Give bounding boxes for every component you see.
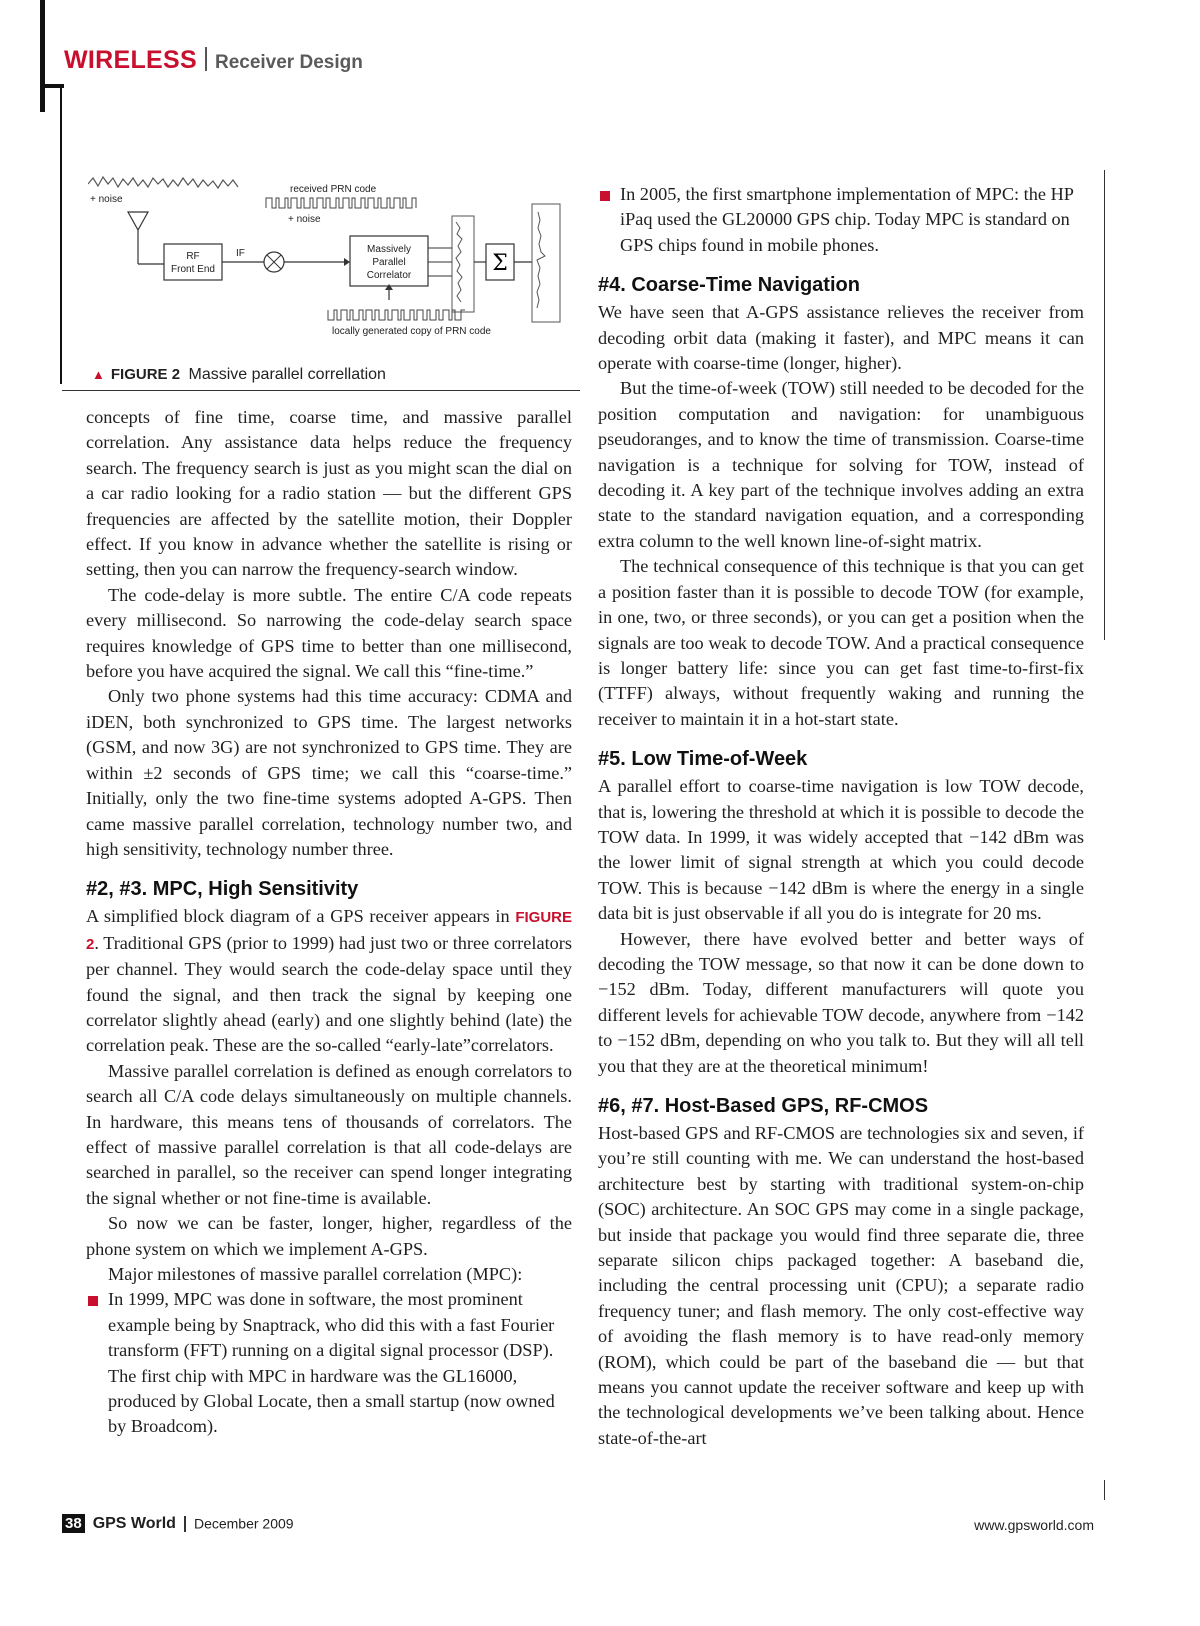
antenna-icon	[128, 212, 148, 230]
list-item: In 1999, MPC was done in software, the most prominent example being by Snaptrack, who did this with a fast Fourier transform (FFT) running on a digital signal processor (DSP). The first chip with MPC in hardware was the GL16000, produced by Global Locate, then a small startup (now owned by Broadcom).	[86, 1287, 572, 1439]
section-heading: #5. Low Time-of-Week	[598, 748, 808, 771]
figure-2-diagram	[88, 172, 580, 350]
block-diagram	[88, 172, 580, 350]
received-prn-code	[266, 198, 416, 208]
noise-label-mid: + noise	[288, 214, 321, 225]
header-rule-vertical	[40, 0, 45, 112]
paragraph: Major milestones of massive parallel correlation (MPC):	[108, 1264, 523, 1284]
paragraph: But the time-of-week (TOW) still needed to be decoded for the position computation and navigation: for unambiguous pseudoranges, and to know the time of transmission. Coarse-time navigation is a technique for solving for TOW, instead of decoding it. A key part of the technique involves adding an extra state to the standard navigation equation, and a corresponding extra column to the well known line-of-sight matrix.	[598, 378, 1084, 551]
paragraph: Only two phone systems had this time accuracy: CDMA and iDEN, both synchronized to GPS time. The largest networks (GSM, and now 3G) are not synchronized to GPS time. They are within ±2 seconds of GPS time; we call this “coarse-time.” Initially, only the two fine-time systems adopted A-GPS. Then came massive parallel correlation, technology number two, and high sensitivity, technology number three.	[86, 686, 572, 859]
figure-caption	[92, 366, 386, 384]
caption-triangle-icon: ▲	[92, 367, 105, 382]
issue-date: December 2009	[193, 1515, 294, 1532]
footer-separator	[184, 1516, 186, 1532]
website-url[interactable]: www.gpsworld.com	[974, 1517, 1094, 1533]
column-rule	[1104, 170, 1105, 640]
paragraph-text: A simplified block diagram of a GPS receiver appears in	[86, 906, 510, 927]
noise-waveform	[88, 177, 238, 188]
mpc-label-1: Massively	[367, 244, 411, 255]
caption-text: Massive parallel correllation	[188, 366, 386, 383]
header-separator	[205, 47, 207, 71]
milestone-list	[86, 1287, 572, 1439]
paragraph: However, there have evolved better and better ways of decoding the TOW message, so that now it can be done down to −152 dBm. Today, different manufacturers will quote you different levels for achievable TOW decode, anywhere from −142 to −152 dBm, depending on who you talk to. But they will all tell you that they are at the theoretical minimum!	[598, 928, 1084, 1076]
paragraph: Massive parallel correlation is defined as enough correlators to search all C/A code delays simultaneously on multiple channels. In hardware, this means tens of thousands of correlators. The effect of massive parallel correlation is that all code-delays are searched in parallel, so the receiver can spend longer integrating the signal whether or not fine-time is available.	[86, 1060, 572, 1208]
paragraph: So now we can be faster, longer, higher, regardless of the phone system on which we implement A-GPS.	[86, 1213, 572, 1259]
mpc-label-3: Correlator	[366, 270, 412, 281]
list-item: In 2005, the first smartphone implementation of MPC: the HP iPaq used the GL20000 GPS chip. Today MPC is standard on GPS chips found in mobile phones.	[598, 182, 1084, 258]
section-heading: #2, #3. MPC, High Sensitivity	[86, 878, 359, 901]
paragraph: The code-delay is more subtle. The entire C/A code repeats every millisecond. So narrowing the code-delay search space requires knowledge of GPS time to better than one millisecond, before you have acquired the signal. We call this “fine-time.”	[86, 584, 572, 682]
noise-label-top: + noise	[90, 194, 123, 205]
rf-label: RF	[186, 251, 200, 262]
caption-label: FIGURE 2	[110, 366, 181, 383]
paragraph: A parallel effort to coarse-time navigation is low TOW decode, that is, lowering the threshold at which it is possible to decode the TOW data. In 1999, it was widely accepted that −142 dBm was the lower limit of signal strength at which you could decode TOW. This is because −142 dBm is where the energy in a single data bit is just observable if all you do is integrate for 20 ms.	[598, 776, 1084, 924]
paragraph: Host-based GPS and RF-CMOS are technologies six and seven, if you’re still counting with me. We can understand the host-based architecture best by starting with traditional system-on-chip (SOC) architecture. An SOC GPS may come in a single package, but inside that package you would find three separate die, three separate silicon chips packaged together: A baseband die, including the central processing unit (CPU); a separate radio frequency tuner; and flash memory. The only cost-effective way of avoiding the flash memory is to have read-only memory (ROM), which could be part of the baseband die — but that means you cannot update the receiver software and keep up with the technological developments we’ve been talking about. Hence state-of-the-art	[598, 1123, 1084, 1448]
paragraph: concepts of fine time, coarse time, and massive parallel correlation. Any assistance data helps reduce the frequency search. The frequency search is just as you might scan the dial on a car radio looking for a radio station — but the different GPS frequencies are affected by the satellite motion, their Doppler effect. If you know in advance whether the satellite is rising or setting, then you can narrow the frequency-search window.	[86, 407, 572, 580]
figure-rule-vertical	[60, 84, 62, 384]
correlation-output-plot	[532, 204, 560, 322]
column-rule	[1104, 1480, 1105, 1500]
local-prn-label: locally generated copy of PRN code	[332, 326, 491, 337]
if-label: IF	[236, 248, 245, 259]
section-heading: #6, #7. Host-Based GPS, RF-CMOS	[598, 1095, 929, 1117]
running-header	[64, 46, 363, 75]
sigma-icon: Σ	[492, 251, 508, 276]
magazine-name: GPS World	[92, 1514, 176, 1532]
page-footer	[62, 1514, 1102, 1538]
paragraph: The technical consequence of this technique is that you can get a position faster than it is possible to decode TOW (for example, in one, two, or three seconds), or you can get a position when the signals are too weak to decode TOW. And a practical consequence is longer battery life: since you can get fast time-to-first-fix (TTFF) always, without frequently waking and running the receiver to maintain it in a hot-start state.	[598, 556, 1084, 729]
figure-rule	[62, 390, 580, 391]
received-prn-label: received PRN code	[290, 184, 377, 195]
local-prn-code	[328, 310, 465, 320]
paragraph	[86, 904, 572, 1058]
section-title: WIRELESS	[64, 46, 197, 74]
page-number: 38	[62, 1514, 85, 1533]
subsection-title: Receiver Design	[214, 52, 363, 73]
front-end-label: Front End	[171, 264, 215, 275]
section-heading: #4. Coarse-Time Navigation	[598, 274, 860, 297]
right-column	[598, 182, 1084, 1451]
paragraph-text: . Traditional GPS (prior to 1999) had just two or three correlators per channel. They would search the code-delay space until they found the signal, and then track the signal by keeping one correlator slightly ahead (early) and one slightly behind (late) the correlation peak. These are the so-called “early-late”correlators.	[86, 932, 572, 1056]
left-column	[86, 405, 572, 1440]
figure-reference[interactable]: FIGURE 2	[86, 909, 572, 953]
correlator-outputs	[452, 216, 474, 312]
milestone-list-continued	[598, 182, 1084, 258]
mpc-label-2: Parallel	[372, 257, 406, 268]
paragraph: We have seen that A-GPS assistance relieves the receiver from decoding orbit data (making it faster), and MPC means it can operate with coarse-time (longer, higher).	[598, 302, 1084, 374]
